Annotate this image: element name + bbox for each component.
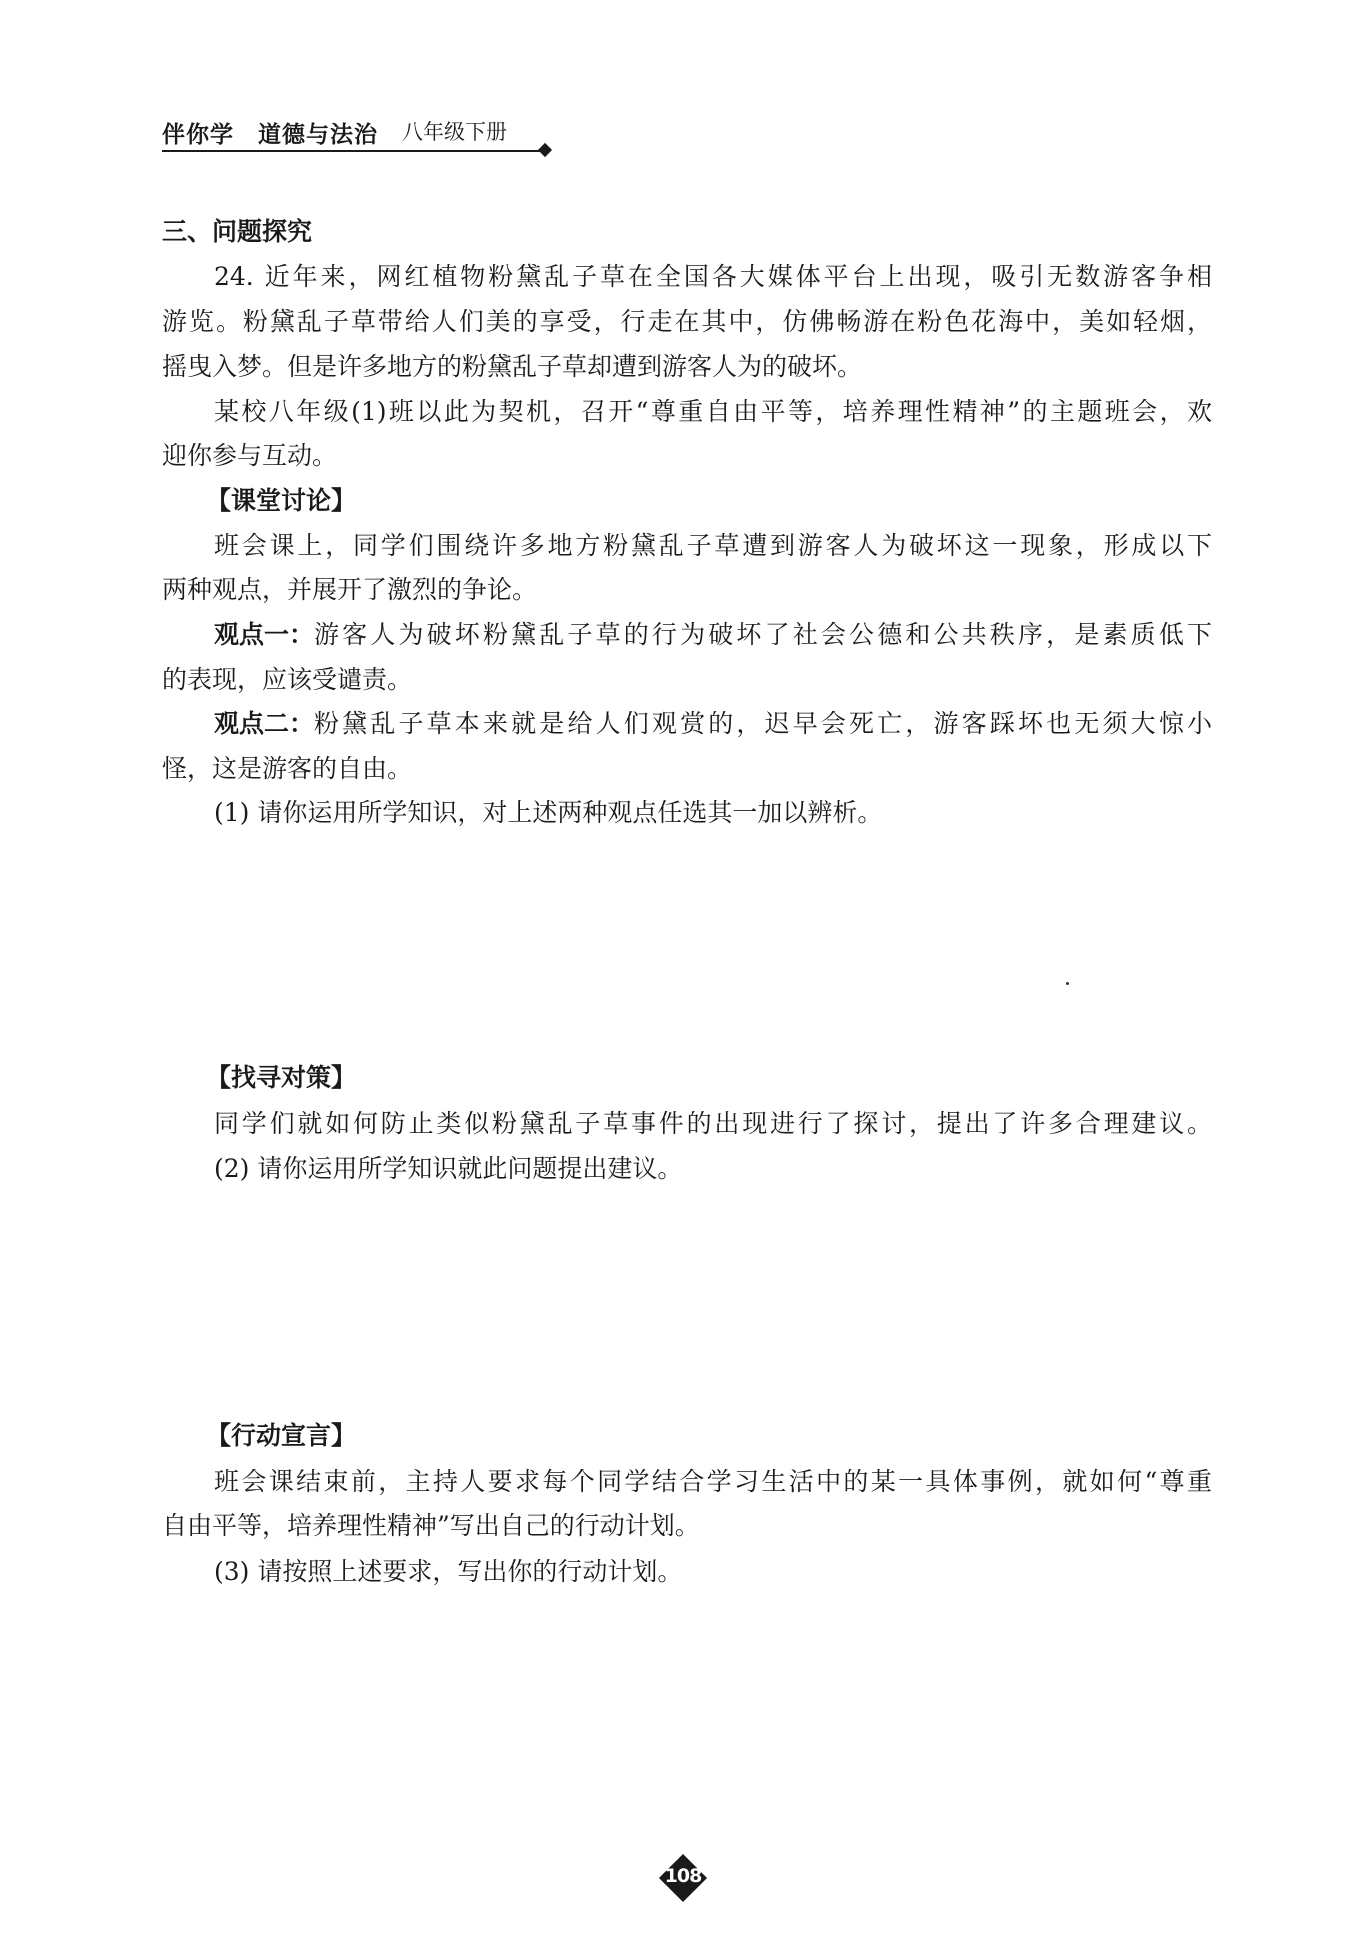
intro-line-4: 某校八年级(1)班以此为契机，召开“尊重自由平等，培养理性精神”的主题班会，欢 xyxy=(214,397,1212,426)
intro-line-5: 迎你参与互动。 xyxy=(162,441,338,470)
intro-line-3: 摇曳入梦。但是许多地方的粉黛乱子草却遭到游客人为的破坏。 xyxy=(162,352,863,381)
discussion-heading: 【课堂讨论】 xyxy=(206,486,357,515)
countermeasure-heading: 【找寻对策】 xyxy=(206,1063,357,1092)
view2-line-1: 粉黛乱子草本来就是给人们观赏的，迟早会死亡，游客踩坏也无须大惊小 xyxy=(314,709,1212,738)
speck-mark xyxy=(1066,982,1069,985)
declaration-line-2: 自由平等，培养理性精神”写出自己的行动计划。 xyxy=(162,1511,700,1540)
view1-label: 观点一： xyxy=(214,620,315,649)
view2-label: 观点二： xyxy=(214,709,315,738)
header-series: 伴你学 xyxy=(162,122,234,148)
header-rule xyxy=(162,150,542,152)
task-2: (2) 请你运用所学知识就此问题提出建议。 xyxy=(214,1154,683,1183)
discussion-line-1: 班会课上，同学们围绕许多地方粉黛乱子草遭到游客人为破坏这一现象，形成以下 xyxy=(214,531,1212,560)
view1-line-1: 游客人为破坏粉黛乱子草的行为破坏了社会公德和公共秩序，是素质低下 xyxy=(314,620,1212,649)
header-subject: 道德与法治 xyxy=(258,122,378,148)
view2-line-2: 怪，这是游客的自由。 xyxy=(162,754,413,783)
intro-line-2: 游览。粉黛乱子草带给人们美的享受，行走在其中，仿佛畅游在粉色花海中，美如轻烟， xyxy=(162,307,1212,336)
declaration-heading: 【行动宣言】 xyxy=(206,1421,357,1450)
header-grade: 八年级下册 xyxy=(402,120,507,144)
page-number: 108 xyxy=(664,1865,702,1887)
countermeasure-line: 同学们就如何防止类似粉黛乱子草事件的出现进行了探讨，提出了许多合理建议。 xyxy=(214,1109,1212,1138)
view1-line-2: 的表现，应该受谴责。 xyxy=(162,665,413,694)
section-title: 三、问题探究 xyxy=(162,217,313,246)
running-header xyxy=(162,112,562,152)
page-number-badge xyxy=(659,1854,707,1902)
declaration-line-1: 班会课结束前，主持人要求每个同学结合学习生活中的某一具体事例，就如何“尊重 xyxy=(214,1467,1212,1496)
header-diamond-icon xyxy=(538,143,552,157)
intro-line-1: 24. 近年来，网红植物粉黛乱子草在全国各大媒体平台上出现，吸引无数游客争相 xyxy=(214,262,1212,291)
task-1: (1) 请你运用所学知识，对上述两种观点任选其一加以辨析。 xyxy=(214,798,883,827)
discussion-line-2: 两种观点，并展开了激烈的争论。 xyxy=(162,575,538,604)
task-3: (3) 请按照上述要求，写出你的行动计划。 xyxy=(214,1557,683,1586)
